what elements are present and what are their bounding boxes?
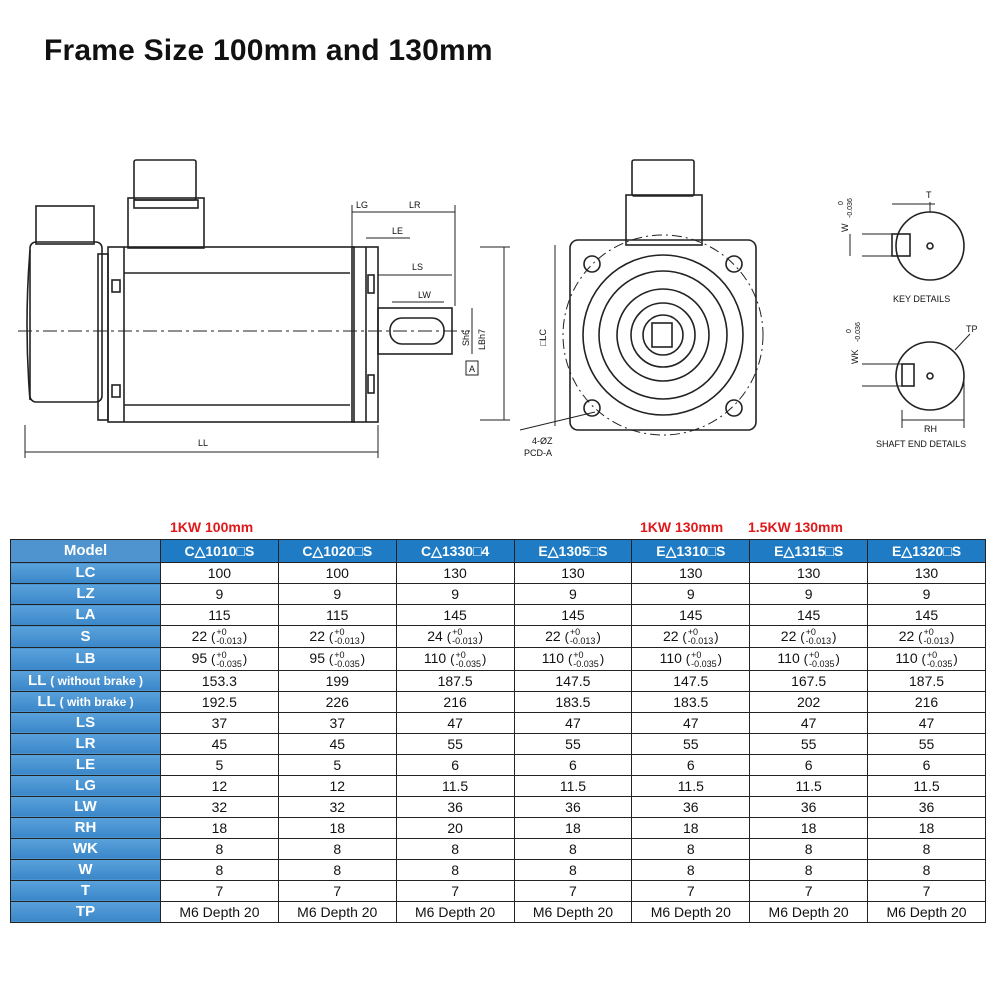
table-cell: 22 ( +0 -0.013 ) xyxy=(750,626,868,648)
front-view xyxy=(520,160,763,435)
label-pcd: PCD-A xyxy=(524,448,553,458)
table-cell: 7 xyxy=(750,880,868,901)
table-cell: 8 xyxy=(514,838,632,859)
table-cell: 5 xyxy=(161,754,279,775)
table-cell: 187.5 xyxy=(396,670,514,691)
table-row xyxy=(11,754,986,775)
table-cell: 9 xyxy=(750,584,868,605)
table-cell: 115 xyxy=(278,605,396,626)
row-label: LW xyxy=(11,796,161,817)
tolerance: +0 -0.013 xyxy=(569,627,596,647)
table-cell: 6 xyxy=(868,754,986,775)
label-w-zero: 0 xyxy=(838,201,845,205)
group-label-1kw-100mm: 1KW 100mm xyxy=(170,519,254,535)
table-cell: 5 xyxy=(278,754,396,775)
table-cell: M6 Depth 20 xyxy=(161,901,279,922)
row-label: S xyxy=(11,626,161,648)
table-cell: 145 xyxy=(750,605,868,626)
shaft-end-details xyxy=(862,334,970,428)
tolerance: +0 -0.035 xyxy=(455,649,481,669)
table-row xyxy=(11,605,986,626)
table-cell: 167.5 xyxy=(750,670,868,691)
table-cell: 6 xyxy=(514,754,632,775)
row-label: LB xyxy=(11,648,161,670)
table-cell: 216 xyxy=(868,691,986,712)
label-ls: LS xyxy=(412,262,424,272)
label-lw: LW xyxy=(418,290,431,300)
table-cell: 11.5 xyxy=(514,775,632,796)
table-row xyxy=(11,859,986,880)
table-row xyxy=(11,796,986,817)
table-cell: 18 xyxy=(161,817,279,838)
table-cell: 110 ( +0 -0.035 ) xyxy=(750,648,868,670)
table-cell: 147.5 xyxy=(632,670,750,691)
table-cell: 110 ( +0 -0.035 ) xyxy=(632,648,750,670)
table-cell: M6 Depth 20 xyxy=(632,901,750,922)
row-label: LA xyxy=(11,605,161,626)
label-wk-zero: 0 xyxy=(846,329,853,333)
table-row xyxy=(11,817,986,838)
table-cell: 187.5 xyxy=(868,670,986,691)
table-cell: 22 ( +0 -0.013 ) xyxy=(868,626,986,648)
label-tp: TP xyxy=(966,324,978,334)
table-cell: 115 xyxy=(161,605,279,626)
model-column-header: E△1310□S xyxy=(632,540,750,563)
table-cell: 18 xyxy=(868,817,986,838)
table-cell: M6 Depth 20 xyxy=(278,901,396,922)
spec-table xyxy=(10,539,986,923)
table-cell: 9 xyxy=(396,584,514,605)
table-row xyxy=(11,775,986,796)
model-column-header: E△1320□S xyxy=(868,540,986,563)
table-cell: 32 xyxy=(278,796,396,817)
tolerance: +0 -0.035 xyxy=(691,649,717,669)
table-cell: 47 xyxy=(396,712,514,733)
table-cell: 8 xyxy=(396,859,514,880)
table-row xyxy=(11,733,986,754)
model-column-header: C△1020□S xyxy=(278,540,396,563)
key-details xyxy=(850,202,964,280)
table-cell: 7 xyxy=(396,880,514,901)
row-label: LL ( without brake ) xyxy=(11,670,161,691)
tolerance: +0 -0.013 xyxy=(216,627,242,647)
table-cell: 130 xyxy=(868,563,986,584)
label-t: T xyxy=(926,190,932,200)
row-label: LR xyxy=(11,733,161,754)
row-label: LS xyxy=(11,712,161,733)
row-label: LZ xyxy=(11,584,161,605)
label-wk: WK xyxy=(850,349,860,364)
table-cell: M6 Depth 20 xyxy=(868,901,986,922)
table-cell: 183.5 xyxy=(514,691,632,712)
table-row xyxy=(11,626,986,648)
label-sh6: Sh6 xyxy=(461,329,471,346)
label-a: A xyxy=(469,364,476,374)
table-cell: 9 xyxy=(868,584,986,605)
table-cell: 47 xyxy=(514,712,632,733)
table-cell: 130 xyxy=(750,563,868,584)
table-cell: 7 xyxy=(161,880,279,901)
table-body xyxy=(11,563,986,923)
table-cell: 202 xyxy=(750,691,868,712)
table-cell: 36 xyxy=(750,796,868,817)
page-title: Frame Size 100mm and 130mm xyxy=(44,34,493,67)
table-row xyxy=(11,584,986,605)
row-label: T xyxy=(11,880,161,901)
table-cell: 8 xyxy=(161,838,279,859)
row-label: LG xyxy=(11,775,161,796)
row-label: LE xyxy=(11,754,161,775)
table-cell: 37 xyxy=(278,712,396,733)
table-cell: 36 xyxy=(514,796,632,817)
table-cell: 8 xyxy=(632,859,750,880)
table-cell: 36 xyxy=(632,796,750,817)
side-view xyxy=(18,160,510,458)
table-cell: 22 ( +0 -0.013 ) xyxy=(514,626,632,648)
table-cell: 130 xyxy=(514,563,632,584)
model-column-header: E△1305□S xyxy=(514,540,632,563)
table-cell: 145 xyxy=(868,605,986,626)
label-ll: LL xyxy=(198,438,209,448)
shaft-details-caption: SHAFT END DETAILS xyxy=(876,439,967,449)
table-cell: 8 xyxy=(278,859,396,880)
row-label: TP xyxy=(11,901,161,922)
table-cell: 47 xyxy=(632,712,750,733)
table-cell: 110 ( +0 -0.035 ) xyxy=(868,648,986,670)
table-cell: 110 ( +0 -0.035 ) xyxy=(396,648,514,670)
table-cell: 18 xyxy=(632,817,750,838)
table-cell: 9 xyxy=(632,584,750,605)
table-cell: 9 xyxy=(514,584,632,605)
model-column-header: C△1010□S xyxy=(161,540,279,563)
table-cell: 55 xyxy=(632,733,750,754)
label-w-tol: -0.036 xyxy=(847,198,854,218)
table-cell: 18 xyxy=(514,817,632,838)
row-label: RH xyxy=(11,817,161,838)
label-le: LE xyxy=(392,226,404,236)
table-row xyxy=(11,648,986,670)
label-rh: RH xyxy=(924,424,937,434)
table-cell: 226 xyxy=(278,691,396,712)
table-cell: 8 xyxy=(632,838,750,859)
tolerance: +0 -0.013 xyxy=(805,627,832,647)
table-row xyxy=(11,712,986,733)
table-row xyxy=(11,901,986,922)
tolerance: +0 -0.013 xyxy=(687,627,714,647)
table-cell: 145 xyxy=(632,605,750,626)
table-cell: 11.5 xyxy=(632,775,750,796)
row-label: WK xyxy=(11,838,161,859)
tolerance: +0 -0.035 xyxy=(216,649,242,669)
table-cell: 7 xyxy=(514,880,632,901)
table-cell: 110 ( +0 -0.035 ) xyxy=(514,648,632,670)
table-cell: 55 xyxy=(514,733,632,754)
table-row xyxy=(11,880,986,901)
table-cell: 183.5 xyxy=(632,691,750,712)
table-cell: 6 xyxy=(632,754,750,775)
row-label-sub: ( with brake ) xyxy=(59,694,134,709)
table-cell: 95 ( +0 -0.035 ) xyxy=(161,648,279,670)
tolerance: +0 -0.035 xyxy=(926,649,953,669)
table-cell: 8 xyxy=(868,838,986,859)
row-label: W xyxy=(11,859,161,880)
label-z: 4-ØZ xyxy=(532,436,553,446)
table-cell: 100 xyxy=(161,563,279,584)
table-cell: 45 xyxy=(161,733,279,754)
table-cell: 36 xyxy=(396,796,514,817)
table-cell: 8 xyxy=(278,838,396,859)
table-row xyxy=(11,838,986,859)
tolerance: +0 -0.035 xyxy=(334,649,360,669)
table-cell: 8 xyxy=(868,859,986,880)
table-cell: 47 xyxy=(868,712,986,733)
table-cell: 32 xyxy=(161,796,279,817)
table-row xyxy=(11,691,986,712)
table-cell: M6 Depth 20 xyxy=(750,901,868,922)
table-cell: 55 xyxy=(750,733,868,754)
table-cell: 147.5 xyxy=(514,670,632,691)
table-cell: 7 xyxy=(868,880,986,901)
table-header-row xyxy=(11,540,986,563)
label-lbh7: LBh7 xyxy=(477,328,487,350)
table-cell: 55 xyxy=(868,733,986,754)
row-label-sub: ( without brake ) xyxy=(50,673,143,688)
table-cell: 8 xyxy=(750,838,868,859)
table-cell: 100 xyxy=(278,563,396,584)
table-cell: 55 xyxy=(396,733,514,754)
group-label-1kw-130mm: 1KW 130mm xyxy=(640,519,724,535)
table-cell: 130 xyxy=(396,563,514,584)
table-cell: 8 xyxy=(750,859,868,880)
table-cell: 11.5 xyxy=(396,775,514,796)
table-cell: 8 xyxy=(514,859,632,880)
table-cell: M6 Depth 20 xyxy=(514,901,632,922)
table-cell: 130 xyxy=(632,563,750,584)
tolerance: +0 -0.013 xyxy=(452,627,478,647)
table-cell: 95 ( +0 -0.035 ) xyxy=(278,648,396,670)
tolerance: +0 -0.035 xyxy=(808,649,835,669)
table-cell: 47 xyxy=(750,712,868,733)
label-lc: □LC xyxy=(538,329,548,346)
model-header: Model xyxy=(11,540,161,563)
table-cell: 9 xyxy=(161,584,279,605)
table-cell: 7 xyxy=(278,880,396,901)
table-cell: 145 xyxy=(514,605,632,626)
table-row xyxy=(11,563,986,584)
model-column-header: E△1315□S xyxy=(750,540,868,563)
table-cell: 6 xyxy=(396,754,514,775)
table-cell: 22 ( +0 -0.013 ) xyxy=(278,626,396,648)
table-row xyxy=(11,670,986,691)
table-cell: 6 xyxy=(750,754,868,775)
table-cell: 37 xyxy=(161,712,279,733)
table-cell: 8 xyxy=(161,859,279,880)
tolerance: +0 -0.013 xyxy=(923,627,950,647)
table-cell: 192.5 xyxy=(161,691,279,712)
table-cell: 45 xyxy=(278,733,396,754)
table-cell: M6 Depth 20 xyxy=(396,901,514,922)
table-cell: 199 xyxy=(278,670,396,691)
table-cell: 22 ( +0 -0.013 ) xyxy=(632,626,750,648)
table-cell: 9 xyxy=(278,584,396,605)
tolerance: +0 -0.013 xyxy=(334,627,360,647)
table-cell: 11.5 xyxy=(868,775,986,796)
tolerance: +0 -0.035 xyxy=(573,649,599,669)
table-cell: 24 ( +0 -0.013 ) xyxy=(396,626,514,648)
row-label: LC xyxy=(11,563,161,584)
group-label-1-5kw-130mm: 1.5KW 130mm xyxy=(748,519,843,535)
table-cell: 145 xyxy=(396,605,514,626)
table-cell: 18 xyxy=(750,817,868,838)
table-cell: 8 xyxy=(396,838,514,859)
table-cell: 22 ( +0 -0.013 ) xyxy=(161,626,279,648)
table-cell: 12 xyxy=(161,775,279,796)
table-cell: 12 xyxy=(278,775,396,796)
table-cell: 216 xyxy=(396,691,514,712)
table-cell: 7 xyxy=(632,880,750,901)
table-cell: 36 xyxy=(868,796,986,817)
row-label: LL ( with brake ) xyxy=(11,691,161,712)
key-details-caption: KEY DETAILS xyxy=(893,294,951,304)
label-lr: LR xyxy=(409,200,421,210)
label-wk-tol: -0.036 xyxy=(855,322,862,342)
table-cell: 18 xyxy=(278,817,396,838)
model-column-header: C△1330□4 xyxy=(396,540,514,563)
table-cell: 11.5 xyxy=(750,775,868,796)
label-w: W xyxy=(840,223,850,232)
table-cell: 20 xyxy=(396,817,514,838)
table-cell: 153.3 xyxy=(161,670,279,691)
label-lg: LG xyxy=(356,200,369,210)
